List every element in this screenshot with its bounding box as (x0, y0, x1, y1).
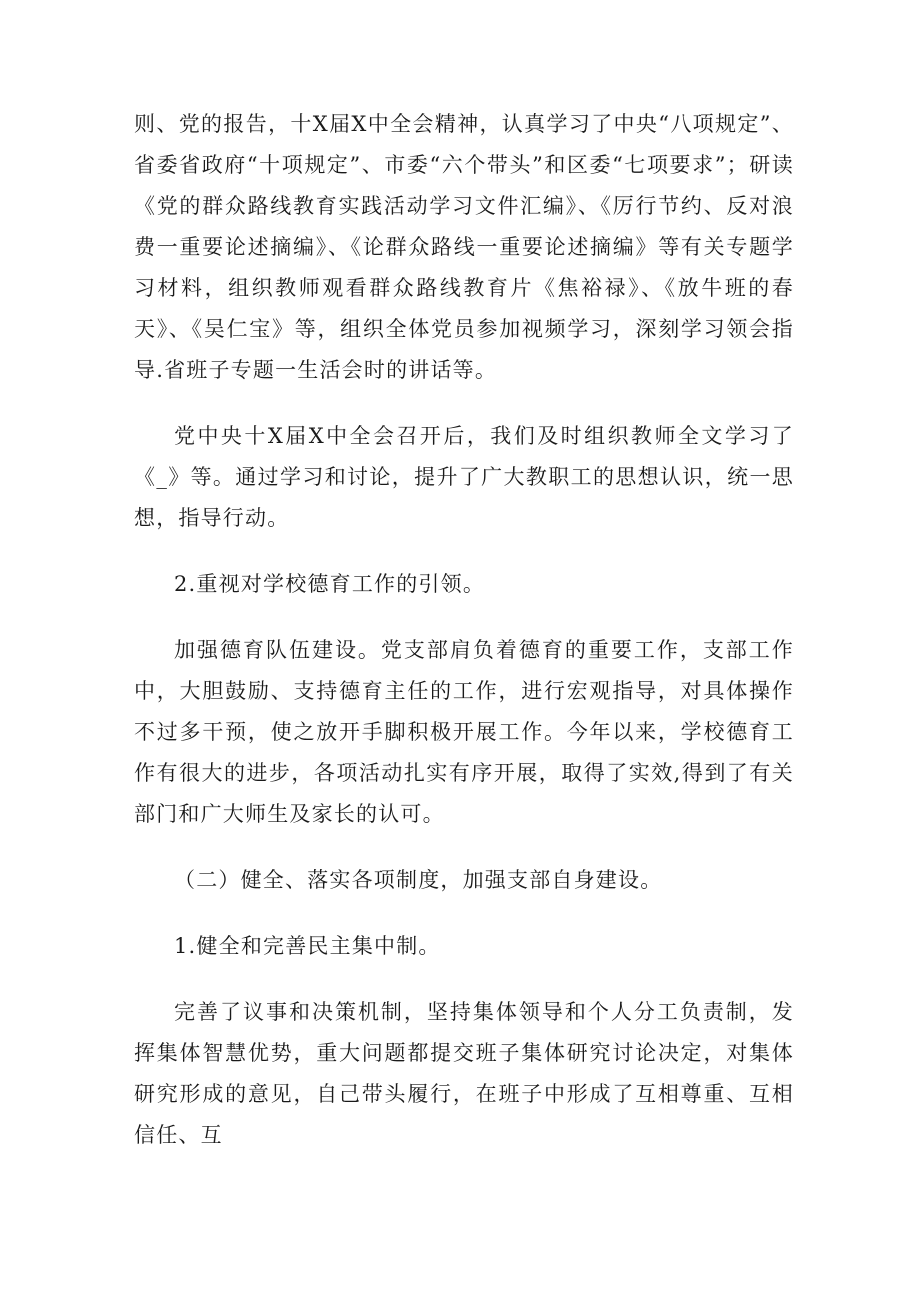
section-heading-democratic-centralism: 1.健全和完善民主集中制。 (174, 934, 441, 958)
document-body (134, 104, 794, 1156)
paragraph-study-continuation: 则、党的报告，十X届X中全会精神，认真学习了中央“八项规定”、省委省政府“十项规定”、市委“六个带头”和区委“七项要求”；研读《党的群众路线教育实践活动学习文件汇编》、《厉行节约、反对浪费一重要论述摘编》、《论群众路线一重要论述摘编》等有关专题学习材料，组织教师观看群众路线教育片《焦裕禄》、《放牛班的春天》、《吴仁宝》等，组织全体党员参加视频学习，深刻学习领会指导.省班子专题一生活会时的讲话等。 (134, 112, 794, 382)
section-heading-system-building: （二）健全、落实各项制度，加强支部自身建设。 (174, 868, 663, 892)
paragraph-decision-mechanism: 完善了议事和决策机制，坚持集体领导和个人分工负责制，发挥集体智慧优势，重大问题都提交班子集体研究讨论决定，对集体研究形成的意见，自己带头履行，在班子中形成了互相尊重、互相信任、互 (134, 1000, 794, 1147)
section-heading-moral-education: 2.重视对学校德育工作的引领。 (174, 572, 486, 596)
paragraph-moral-education-team: 加强德育队伍建设。党支部肩负着德育的重要工作，支部工作中，大胆鼓励、支持德育主任的工作，进行宏观指导，对具体操作不过多干预，使之放开手脚积极开展工作。今年以来，学校德育工作有很大的进步，各项活动扎实有序开展，取得了实效,得到了有关部门和广大师生及家长的认可。 (134, 638, 794, 826)
paragraph-plenum-study: 党中央十X届X中全会召开后，我们及时组织教师全文学习了《_》等。通过学习和讨论，提升了广大教职工的思想认识，统一思想，指导行动。 (134, 424, 794, 530)
